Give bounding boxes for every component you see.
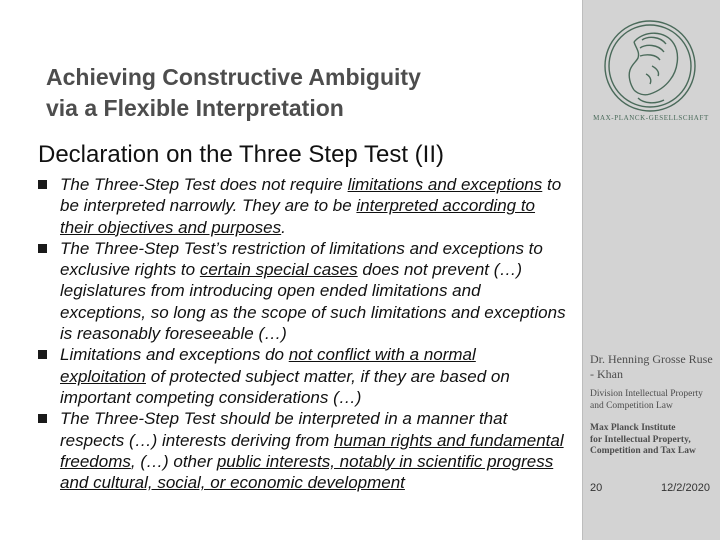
division-name [590, 388, 716, 412]
bullet-text: . [281, 217, 286, 237]
bullet-item [36, 238, 566, 344]
title-line-2: via a Flexible Interpretation [46, 95, 344, 121]
bullet-square-icon [38, 244, 47, 253]
bullet-item [36, 344, 566, 408]
page-number: 20 [590, 482, 603, 494]
institute-line-1: Max Planck Institute [590, 423, 676, 433]
underlined-text: limitations and exceptions [347, 175, 543, 194]
author-name [590, 352, 716, 382]
underlined-text: public interests, notably in scientific progress and cultural, social, or economic development [60, 451, 554, 493]
underlined-text: not conflict with a normal exploitation [60, 345, 476, 386]
org-name: MAX-PLANCK-GESELLSCHAFT [593, 114, 709, 122]
bullet-text: of protected subject matter, if they are based on important competing considerations (…) [60, 366, 510, 407]
division-line-2: and Competition Law [590, 401, 673, 411]
underlined-text: human rights and fundamental freedoms [60, 430, 564, 471]
bullet-text: , (…) other [130, 451, 217, 471]
slide-date: 12/2/2020 [661, 482, 710, 494]
underlined-text: interpreted according to their objectives and purposes [60, 196, 536, 237]
bullet-text: The Three-Step Test does not require [60, 175, 348, 194]
institute-name [590, 423, 716, 458]
author-line-2: - Khan [590, 367, 623, 381]
bullet-item [36, 408, 566, 493]
bullet-item [36, 174, 566, 238]
bullet-list [36, 174, 566, 493]
institute-line-2: for Intellectual Property, [590, 434, 691, 445]
bullet-square-icon [38, 414, 47, 423]
division-line-1: Division Intellectual Property [590, 389, 703, 399]
bullet-text: to be interpreted narrowly. They are to be [60, 175, 562, 216]
institute-line-3: Competition and Tax Law [590, 446, 696, 456]
minerva-head-icon [594, 14, 706, 118]
slide-subtitle: Declaration on the Three Step Test (II) [38, 141, 444, 168]
bullet-text: does not prevent (…) legislatures from introducing open ended limitations and exceptions, so long as the scope of such limitations and exceptions is reasonably foreseeable (…) [60, 260, 566, 344]
title-line-1: Achieving Constructive Ambiguity [46, 64, 421, 90]
bullet-square-icon [38, 350, 47, 359]
slide-title [46, 62, 566, 124]
bullet-text: Limitations and exceptions do [60, 345, 289, 365]
bullet-text: The Three-Step Test should be interpreted in a manner that respects (…) interests deriving from [60, 409, 508, 450]
author-line-1: Dr. Henning Grosse Ruse [590, 352, 713, 366]
bullet-text: The Three-Step Test’s restriction of limitations and exceptions to exclusive rights to [60, 238, 543, 280]
bullet-square-icon [38, 180, 47, 189]
underlined-text: certain special cases [199, 260, 358, 280]
